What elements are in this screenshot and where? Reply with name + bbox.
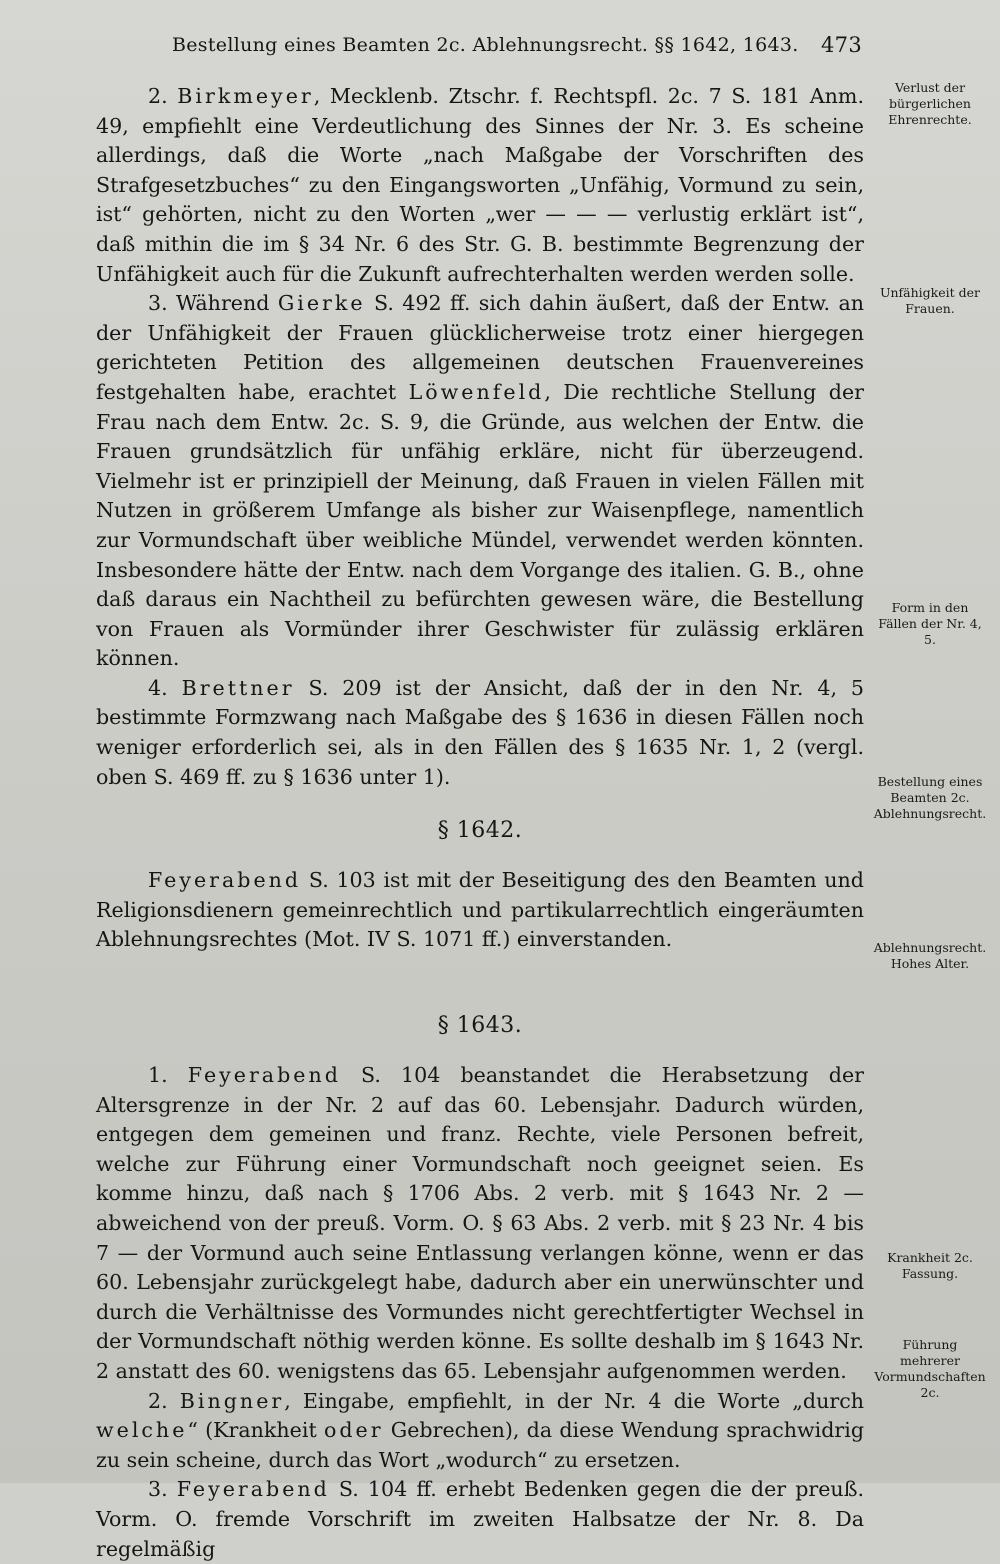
paragraph-number: 2. — [148, 1388, 168, 1413]
margin-note: Ablehnungsrecht. Hohes Alter. — [873, 940, 987, 971]
margin-note: Verlust der bürgerlichen Ehrenrechte. — [888, 80, 972, 127]
section-heading: § 1643. — [437, 1013, 523, 1039]
paragraph — [96, 866, 864, 955]
paragraph-text: “ (Krankheit — [187, 1418, 317, 1443]
section-heading: § 1642. — [437, 818, 523, 844]
paragraph-number: 3. — [148, 1477, 168, 1502]
margin-note: Unfähigkeit der Frauen. — [879, 285, 981, 316]
cited-author: Feyerabend — [148, 868, 302, 893]
paragraph-text: , Die rechtliche Stellung der Frau nach dem Entw. 2c. S. 9, die Gründe, aus welchen der Entw. die Frauen grundsätzlich für unfähig erkläre, nicht für überzeugend. Vielmehr ist er prinzipiell der Meinung, daß Frauen in vielen Fällen mit Nutzen in größerem Umfange als bisher zur Waisenpflege, namentlich zur Vormundschaft über weibliche Mündel, verwendet werden könnten. Insbesondere hätte der Entw. nach dem Vorgange des italien. G. B., ohne daß daraus ein Nachtheil zu befürchten gewesen wäre, die Bestellung von Frauen als Vormünder ihrer Geschwister für zulässig erklären können. — [96, 379, 864, 671]
paragraph-number: 4. — [148, 675, 168, 700]
margin-note: Form in den Fällen der Nr. 4, 5. — [878, 600, 982, 647]
paragraph — [96, 1061, 864, 1387]
paragraph-text: S. 104 ff. erhebt Bedenken gegen die der preuß. Vorm. O. fremde Vorschrift im zweiten Halbsatze der Nr. 8. Da regelmäßig — [96, 1477, 864, 1561]
paragraph — [96, 82, 864, 289]
running-header — [172, 28, 862, 62]
paragraph-number: 3. Während — [148, 291, 270, 316]
paragraph-number: 1. — [148, 1063, 168, 1088]
margin-note: Krankheit 2c. Fassung. — [887, 1250, 973, 1281]
spaced-word: welche — [96, 1418, 188, 1443]
cited-author: Gierke — [277, 291, 366, 316]
margin-note: Bestellung eines Beamten 2c. Ablehnungsrecht. — [873, 774, 987, 821]
cited-author: Bingner — [179, 1388, 285, 1413]
cited-author: Löwenfeld — [408, 379, 545, 404]
margin-note: Führung mehrerer Vormundschaften 2c. — [874, 1337, 986, 1400]
paragraph — [96, 1475, 864, 1564]
paragraph-text: Gebrechen), da diese Wendung sprachwidrig zu sein scheine, durch das Wort „wodurch“ zu ersetzen. — [96, 1418, 864, 1472]
paragraph-text: S. 492 ff. sich dahin äußert, daß der Entw. an der Unfähigkeit der Frauen glücklicherweise trotz einer hiergegen gerichteten Petition des allgemeinen deutschen Frauenvereines festgehalten habe, erachtet — [96, 291, 865, 404]
page-number: 473 — [821, 33, 862, 57]
paragraph-text: , Eingabe, empfiehlt, in der Nr. 4 die Worte „durch — [284, 1388, 864, 1413]
paragraph-text: S. 104 beanstandet die Herabsetzung der Altersgrenze in der Nr. 2 auf das 60. Lebensjahr. Dadurch würden, entgegen dem gemeinen und franz. Rechte, viele Personen befreit, welche zur Führung einer Vormundschaft noch geeignet seien. Es komme hinzu, daß nach § 1706 Abs. 2 verb. mit § 1643 Nr. 2 — abweichend von der preuß. Vorm. O. § 63 Abs. 2 verb. mit § 23 Nr. 4 bis 7 — der Vormund auch seine Entlassung verlangen könne, wenn er das 60. Lebensjahr zurückgelegt habe, dadurch aber ein unerwünschter und durch die Verhältnisse des Vormundes nicht gerechtfertigter Wechsel in der Vormundschaft nöthig werden könne. Es sollte deshalb im § 1643 Nr. 2 anstatt des 60. wenigstens das 65. Lebensjahr aufgenommen werden. — [96, 1063, 864, 1383]
paragraph — [96, 674, 864, 792]
paragraph — [96, 289, 864, 674]
spaced-word: oder — [323, 1418, 384, 1443]
paragraph-number: 2. — [148, 84, 168, 108]
main-text — [96, 82, 864, 1564]
paragraph-text: , Mecklenb. Ztschr. f. Rechtspfl. 2c. 7 S. 181 Anm. 49, empfiehlt eine Verdeutlichung des Sinnes der Nr. 3. Es scheine allerdings, daß die Worte „nach Maßgabe der Vorschriften des Strafgesetzbuches“ zu den Eingangsworten „Unfähig, Vormund zu sein, ist“ gehörten, nicht zu den Worten „wer — — — verlustig erklärt ist“, daß mithin die im § 34 Nr. 6 des Str. G. B. bestimmte Begrenzung der Unfähigkeit auch für die Zukunft aufrechterhalten werden werden solle. — [96, 84, 865, 286]
running-title: Bestellung eines Beamten 2c. Ablehnungsrecht. §§ 1642, 1643. — [172, 34, 799, 56]
cited-author: Feyerabend — [187, 1063, 341, 1088]
paragraph-text: S. 209 ist der Ansicht, daß der in den Nr. 4, 5 bestimmte Formzwang nach Maßgabe des § 1636 in diesen Fällen noch weniger erforderlich sei, als in den Fällen des § 1635 Nr. 1, 2 (vergl. oben S. 469 ff. zu § 1636 unter 1). — [96, 675, 864, 789]
paragraph-text: S. 103 ist mit der Beseitigung des den Beamten und Religionsdienern gemeinrechtlich und partikularrechtlich eingeräumten Ablehnungsrechtes (Mot. IV S. 1071 ff.) einverstanden. — [96, 868, 864, 952]
cited-author: Brettner — [181, 675, 295, 700]
cited-author: Feyerabend — [176, 1477, 330, 1502]
paragraph — [96, 1387, 864, 1476]
cited-author: Birkmeyer — [177, 84, 314, 108]
